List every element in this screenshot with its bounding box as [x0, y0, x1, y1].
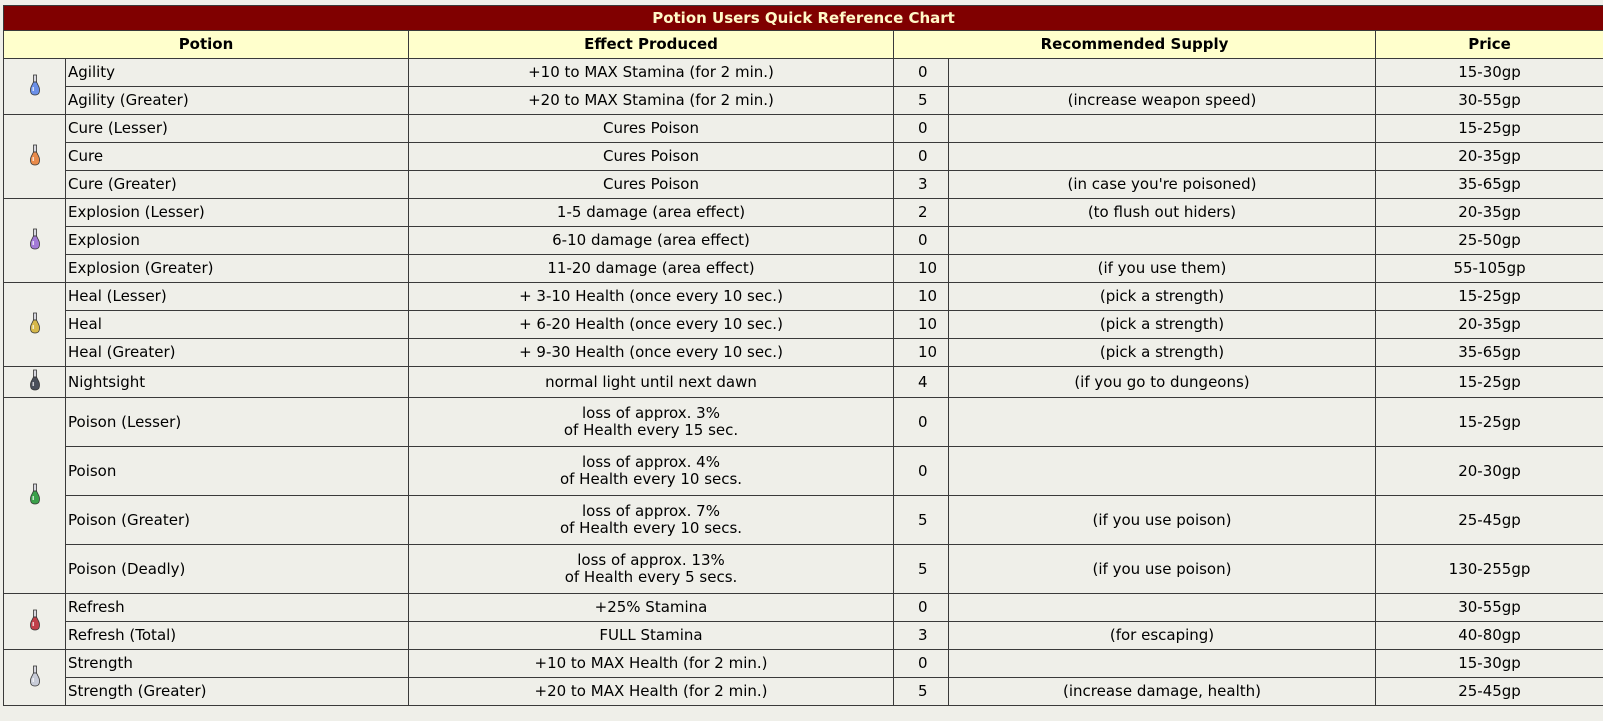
supply-note: (if you go to dungeons) — [949, 367, 1376, 398]
table-row — [4, 311, 1603, 339]
supply-count: 5 — [894, 496, 949, 545]
column-header-potion: Potion — [4, 31, 409, 59]
orange-potion-bottle-icon — [29, 144, 41, 166]
price: 35-65gp — [1376, 171, 1603, 199]
supply-count: 0 — [894, 115, 949, 143]
effect-produced — [409, 227, 894, 255]
supply-note — [949, 447, 1376, 496]
effect-line: loss of approx. 4% — [582, 453, 720, 471]
table-row — [4, 447, 1603, 496]
table-body — [4, 59, 1603, 706]
supply-count: 3 — [894, 622, 949, 650]
potion-name: Refresh — [66, 594, 409, 622]
potion-icon-cell — [4, 367, 66, 398]
supply-note — [949, 398, 1376, 447]
effect-line: loss of approx. 7% — [582, 502, 720, 520]
supply-note: (if you use poison) — [949, 496, 1376, 545]
price: 25-45gp — [1376, 496, 1603, 545]
effect-produced — [409, 143, 894, 171]
price: 15-25gp — [1376, 283, 1603, 311]
effect-line: + 6-20 Health (once every 10 sec.) — [519, 315, 783, 333]
effect-produced — [409, 255, 894, 283]
price: 15-25gp — [1376, 367, 1603, 398]
effect-line: 11-20 damage (area effect) — [547, 259, 755, 277]
table-row — [4, 199, 1603, 227]
table-row — [4, 171, 1603, 199]
effect-line-2: of Health every 5 secs. — [564, 568, 738, 586]
potion-name: Strength — [66, 650, 409, 678]
supply-note — [949, 650, 1376, 678]
potion-name: Poison — [66, 447, 409, 496]
table-row — [4, 59, 1603, 87]
supply-note: (if you use poison) — [949, 545, 1376, 594]
effect-line: 1-5 damage (area effect) — [556, 203, 746, 221]
table-row — [4, 87, 1603, 115]
effect-line: +20 to MAX Health (for 2 min.) — [534, 682, 768, 700]
supply-count: 0 — [894, 227, 949, 255]
effect-line: loss of approx. 3% — [582, 404, 720, 422]
table-row — [4, 496, 1603, 545]
effect-produced — [409, 545, 894, 594]
potion-name: Agility — [66, 59, 409, 87]
effect-line: Cures Poison — [603, 147, 699, 165]
supply-count: 10 — [894, 339, 949, 367]
effect-produced — [409, 622, 894, 650]
supply-note: (in case you're poisoned) — [949, 171, 1376, 199]
potion-name: Poison (Deadly) — [66, 545, 409, 594]
effect-line: 6-10 damage (area effect) — [552, 231, 750, 249]
chart-title: Potion Users Quick Reference Chart — [4, 6, 1603, 31]
supply-note — [949, 59, 1376, 87]
effect-line-2: of Health every 10 secs. — [559, 470, 743, 488]
potion-name: Explosion — [66, 227, 409, 255]
white-potion-bottle-icon — [29, 665, 41, 687]
price: 30-55gp — [1376, 594, 1603, 622]
price: 25-50gp — [1376, 227, 1603, 255]
supply-count: 0 — [894, 398, 949, 447]
price: 30-55gp — [1376, 87, 1603, 115]
supply-count: 4 — [894, 367, 949, 398]
supply-count: 5 — [894, 678, 949, 706]
supply-count: 3 — [894, 171, 949, 199]
effect-produced — [409, 496, 894, 545]
effect-line: + 3-10 Health (once every 10 sec.) — [519, 287, 783, 305]
effect-produced — [409, 115, 894, 143]
column-header-supply: Recommended Supply — [894, 31, 1376, 59]
effect-line: Cures Poison — [603, 175, 699, 193]
effect-line: normal light until next dawn — [545, 372, 757, 391]
supply-note: (increase damage, health) — [949, 678, 1376, 706]
table-row — [4, 255, 1603, 283]
table-row — [4, 143, 1603, 171]
potion-icon-cell — [4, 59, 66, 115]
potion-name: Agility (Greater) — [66, 87, 409, 115]
table-row — [4, 650, 1603, 678]
price: 130-255gp — [1376, 545, 1603, 594]
potion-reference-table — [3, 5, 1603, 706]
price: 35-65gp — [1376, 339, 1603, 367]
effect-produced — [409, 678, 894, 706]
table-row — [4, 367, 1603, 398]
effect-produced — [409, 171, 894, 199]
effect-produced — [409, 311, 894, 339]
table-row — [4, 678, 1603, 706]
table-row — [4, 227, 1603, 255]
effect-produced — [409, 283, 894, 311]
potion-name: Poison (Lesser) — [66, 398, 409, 447]
supply-note: (pick a strength) — [949, 311, 1376, 339]
supply-count: 0 — [894, 59, 949, 87]
supply-note: (to flush out hiders) — [949, 199, 1376, 227]
potion-icon-cell — [4, 650, 66, 706]
potion-name: Cure (Lesser) — [66, 115, 409, 143]
table-row — [4, 339, 1603, 367]
supply-note: (pick a strength) — [949, 339, 1376, 367]
effect-produced — [409, 650, 894, 678]
potion-name: Heal — [66, 311, 409, 339]
potion-icon-cell — [4, 594, 66, 650]
potion-icon-cell — [4, 283, 66, 367]
effect-line: +20 to MAX Stamina (for 2 min.) — [528, 91, 774, 109]
price: 15-25gp — [1376, 398, 1603, 447]
effect-line: Cures Poison — [603, 119, 699, 137]
supply-count: 0 — [894, 447, 949, 496]
supply-count: 10 — [894, 311, 949, 339]
potion-name: Cure (Greater) — [66, 171, 409, 199]
supply-count: 2 — [894, 199, 949, 227]
potion-icon-cell — [4, 199, 66, 283]
effect-line: loss of approx. 13% — [577, 551, 725, 569]
supply-note: (increase weapon speed) — [949, 87, 1376, 115]
table-row — [4, 622, 1603, 650]
effect-produced — [409, 447, 894, 496]
supply-note: (pick a strength) — [949, 283, 1376, 311]
blue-potion-bottle-icon — [29, 74, 41, 96]
supply-note: (if you use them) — [949, 255, 1376, 283]
supply-count: 0 — [894, 143, 949, 171]
price: 40-80gp — [1376, 622, 1603, 650]
supply-note — [949, 115, 1376, 143]
potion-name: Strength (Greater) — [66, 678, 409, 706]
supply-count: 10 — [894, 255, 949, 283]
effect-produced — [409, 59, 894, 87]
effect-line: +10 to MAX Health (for 2 min.) — [534, 654, 768, 672]
potion-name: Heal (Lesser) — [66, 283, 409, 311]
column-header-price: Price — [1376, 31, 1603, 59]
potion-name: Heal (Greater) — [66, 339, 409, 367]
potion-name: Nightsight — [66, 367, 409, 398]
effect-line: FULL Stamina — [599, 626, 703, 644]
price: 20-35gp — [1376, 143, 1603, 171]
supply-count: 5 — [894, 545, 949, 594]
supply-note — [949, 227, 1376, 255]
red-potion-bottle-icon — [29, 609, 41, 631]
supply-count: 10 — [894, 283, 949, 311]
price: 20-35gp — [1376, 311, 1603, 339]
table-row — [4, 545, 1603, 594]
supply-count: 0 — [894, 594, 949, 622]
supply-note — [949, 143, 1376, 171]
potion-name: Explosion (Greater) — [66, 255, 409, 283]
supply-count: 5 — [894, 87, 949, 115]
effect-produced — [409, 87, 894, 115]
effect-produced — [409, 594, 894, 622]
price: 15-30gp — [1376, 650, 1603, 678]
supply-note — [949, 594, 1376, 622]
table-row — [4, 398, 1603, 447]
potion-name: Poison (Greater) — [66, 496, 409, 545]
potion-name: Refresh (Total) — [66, 622, 409, 650]
price: 20-35gp — [1376, 199, 1603, 227]
effect-line: +25% Stamina — [594, 598, 708, 616]
effect-produced — [409, 367, 894, 398]
column-header-effect: Effect Produced — [409, 31, 894, 59]
table-row — [4, 594, 1603, 622]
dark-potion-bottle-icon — [29, 369, 41, 391]
potion-name: Cure — [66, 143, 409, 171]
green-potion-bottle-icon — [29, 483, 41, 505]
table-row — [4, 283, 1603, 311]
potion-icon-cell — [4, 398, 66, 594]
supply-note: (for escaping) — [949, 622, 1376, 650]
effect-produced — [409, 339, 894, 367]
effect-produced — [409, 398, 894, 447]
yellow-potion-bottle-icon — [29, 312, 41, 334]
effect-line: +10 to MAX Stamina (for 2 min.) — [528, 63, 774, 81]
price: 55-105gp — [1376, 255, 1603, 283]
supply-count: 0 — [894, 650, 949, 678]
price: 15-30gp — [1376, 59, 1603, 87]
price: 15-25gp — [1376, 115, 1603, 143]
effect-line: + 9-30 Health (once every 10 sec.) — [519, 343, 783, 361]
effect-line-2: of Health every 10 secs. — [559, 519, 743, 537]
potion-icon-cell — [4, 115, 66, 199]
potion-name: Explosion (Lesser) — [66, 199, 409, 227]
effect-line-2: of Health every 15 sec. — [563, 421, 739, 439]
price: 25-45gp — [1376, 678, 1603, 706]
purple-potion-bottle-icon — [29, 228, 41, 250]
effect-produced — [409, 199, 894, 227]
price: 20-30gp — [1376, 447, 1603, 496]
table-row — [4, 115, 1603, 143]
